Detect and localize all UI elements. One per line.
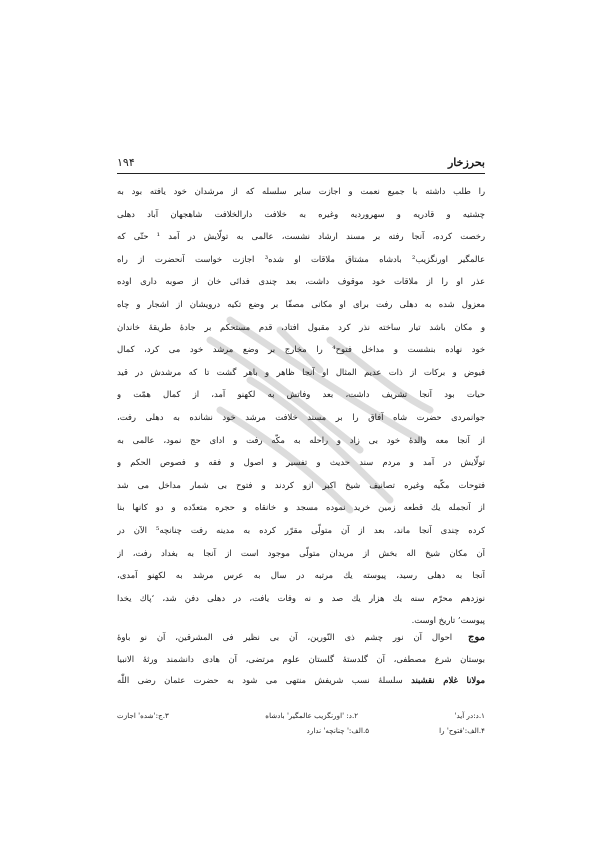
main-paragraph [117, 180, 485, 632]
text-segment: سلسلهٔ نسب شریفش منتهی می شود به حضرت عثمان رضی اللّٰه [117, 675, 403, 685]
page-number: ۱۹۴ [117, 156, 135, 169]
footnote-row [117, 708, 485, 723]
footnote-4: ۴.الف:'فتوح' را [439, 726, 485, 735]
text-segment: احوال آن نور چشم ذی النّورین، آن بی نظیر فی المشرقین، آن نو باوهٔ [117, 632, 453, 642]
text-line: خود نهاده بنشست و مداخل فتوح⁴ را مخارج بر وضع مرشد خود می کرد، کمال [117, 344, 485, 355]
text-line: معزول شده به دهلی رفت برای او مکانی مصفّا بر وضع تکیه درویشان از اشجار و چاه [117, 298, 485, 309]
text-line: آنجا به دهلی رسید، پیوسته یك مرتبه در سال به عرس مرشد به لکهنو آمدی، [117, 570, 485, 581]
text-line: را طلب داشته با جمیع نعمت و اجازت سایر سلسله که از مرشدان خود یافته بود به [117, 186, 485, 196]
running-head: بحرزخار [447, 156, 485, 169]
text-line: کرده چندی آنجا ماند، بعد از آن متولّی مقرّر کرده به مدینه رفت چنانچه⁵ الآن در [117, 524, 485, 535]
text-line: و مکان باشد تیار ساخته نذر کرد مقبول افتاد، قدم مستحکم بر جادهٔ طریقهٔ خاندان [117, 321, 485, 332]
footnote-3: ۳.ج:'شده' اجازت [117, 711, 169, 720]
footnote-2: ۲.د: 'اورنگزیب عالمگیر' بادشاه [265, 711, 359, 720]
page-header [117, 155, 485, 174]
text-line: فتوحات مکّیه وغیره تصانیف شیخ اکبر ازو کردند و فتوح بی شمار مداخل می شد [117, 479, 485, 490]
text-line: نوزدهم محرّم سنه یك هزار یك صد و نه وفات یافت، در دهلی دفن شد، ‘پاك یخدا [117, 592, 485, 603]
text-line [117, 670, 485, 692]
text-line: پیوست’ تاریخ اوست. [411, 615, 485, 626]
text-line: چشتیه و قادریه و سهروردیه وغیره به خلافت دارالخلافت شاهجهان آباد دهلی [117, 208, 485, 219]
text-line: عذر او را از ملاقات خود موقوف داشت، بعد چندی فدائی خان از صوبه داری اوده [117, 276, 485, 287]
text-line [117, 627, 485, 649]
section-lead-word: موج [468, 632, 485, 643]
text-line: فیوض و برکات از ذات عدیم المثال او آنجا ظاهر و باهر گشت تا که مرشدش در قید [117, 366, 485, 377]
second-paragraph [117, 627, 485, 692]
text-line: تولّایش در آمد و مردم سند حدیث و تفسیر و اصول و فقه و فصوص الحکم و [117, 457, 485, 468]
text-line: عالمگیر اورنگزیب² بادشاه مشتاق ملاقات او شده³ اجازت خواست آنحضرت از راه [117, 253, 485, 264]
text-line: رخصت کرده، آنجا رفته بر مسند ارشاد نشست، عالمی به تولّایش در آمد ¹ حتّی که [117, 231, 485, 242]
footnote-5: ۵.الف:' چنانچه' ندارد [306, 726, 370, 735]
footnotes [117, 708, 485, 738]
text-line: از آنجا معه والدهٔ خود بی زاد و راحله به مکّه رفت و ادای حج نمود، عالمی به [117, 434, 485, 445]
footnote-1: ۱.د:در آید' [454, 711, 485, 720]
text-line: از آنجمله یك قطعه زمین خرید نموده مسجد و خانقاه و حجره متعدّده و دو کانها بنا [117, 502, 485, 513]
text-line: جوانمردی حضرت شاه آفاق را بر مسند خلافت مرشد خود نشانده به دهلی رفت، [117, 411, 485, 422]
text-line: آن مکان شیخ اله بخش از مریدان متولّی موجود است از آنجا به بغداد رفت، از [117, 547, 485, 558]
text-line: حیات بود آنجا تشریف داشت، بعد وفاتش به لکهنو آمد، از کمال همّت و [117, 389, 485, 400]
text-line: بوستان شرع مصطفی، آن گلدستهٔ گلستان علوم مرتضی، آن هادی دانشمند ورثهٔ الانبیا [117, 653, 485, 664]
footnote-row [117, 723, 485, 738]
person-name: مولانا غلام نقشبند [411, 675, 485, 685]
